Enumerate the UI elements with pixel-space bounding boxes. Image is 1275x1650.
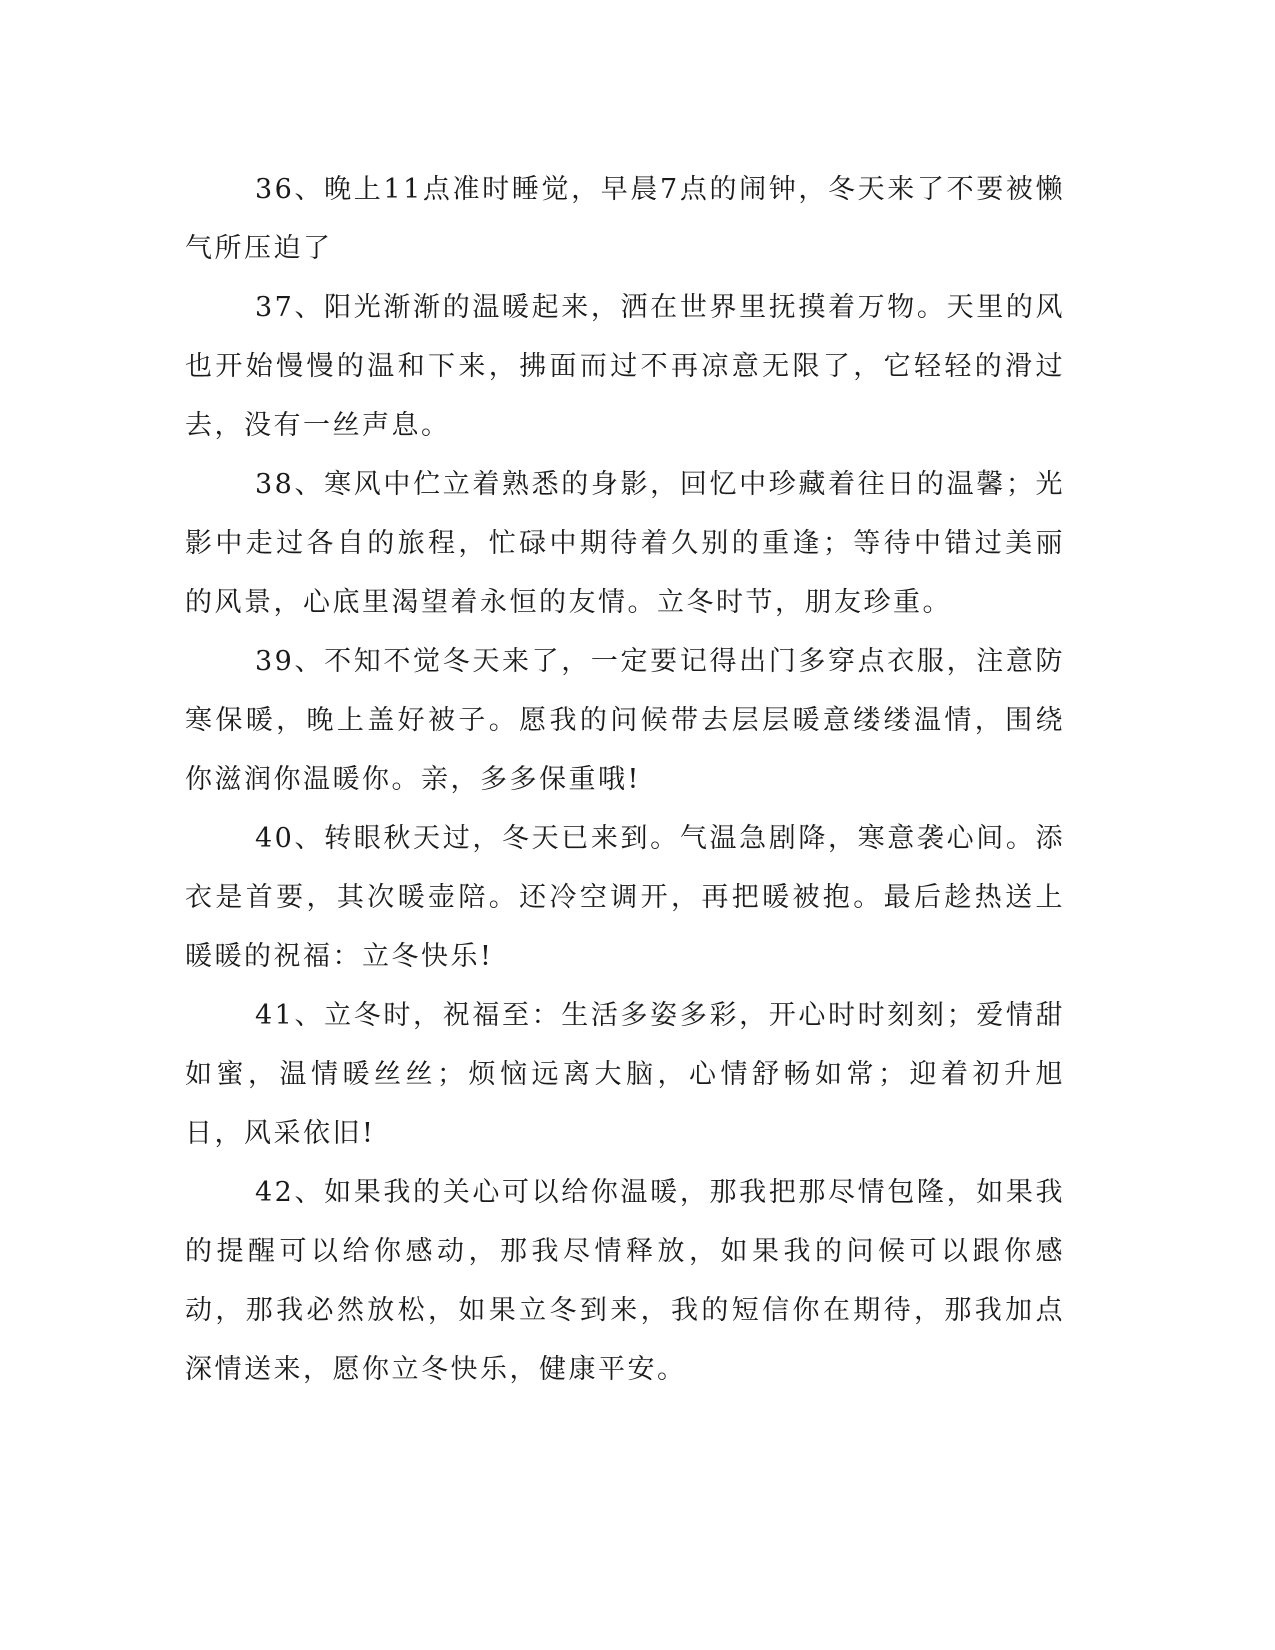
- paragraph-line: 38、寒风中伫立着熟悉的身影，回忆中珍藏着往日的温馨；光影: [185, 469, 1065, 559]
- paragraph-line: 没有一丝声息。: [244, 410, 451, 441]
- paragraph-line: 是首要，其次暖壶陪。还冷空调开，再把暖被抱。最后趁热送上暖暖: [185, 882, 1065, 972]
- paragraph-line: 36、晚上11点准时睡觉，早晨7点的闹钟，冬天来了不要被懒: [255, 174, 1065, 205]
- paragraph-line: 气所压迫了: [185, 233, 333, 264]
- paragraph-line: 42、如果我的关心可以给你温暖，那我把那尽情包隆，如果我的: [185, 1177, 1065, 1267]
- paragraph-39: [185, 632, 1065, 809]
- paragraph-line: 润你温暖你。亲，多多保重哦!: [244, 764, 641, 795]
- paragraph-line: 37、阳光渐渐的温暖起来，洒在世界里抚摸着万物。天里的风也: [185, 292, 1065, 382]
- paragraph-line: 41、立冬时，祝福至：生活多姿多彩，开心时时刻刻；爱情甜如: [185, 1000, 1065, 1090]
- paragraph-37: [185, 278, 1065, 455]
- paragraph-36: [185, 160, 1065, 278]
- paragraph-line: 39、不知不觉冬天来了，一定要记得出门多穿点衣服，注意防寒: [185, 646, 1065, 736]
- paragraph-42: [185, 1163, 1065, 1399]
- paragraph-41: [185, 986, 1065, 1163]
- paragraph-line: 我必然放松，如果立冬到来，我的短信你在期待，那我加点深情送来: [185, 1295, 1065, 1385]
- paragraph-38: [185, 455, 1065, 632]
- paragraph-line: 40、转眼秋天过，冬天已来到。气温急剧降，寒意袭心间。添衣: [185, 823, 1065, 913]
- paragraph-40: [185, 809, 1065, 986]
- paragraph-line: 保暖，晚上盖好被子。愿我的问候带去层层暖意缕缕温情，围绕你滋: [185, 705, 1065, 795]
- paragraph-line: 蜜，温情暖丝丝；烦恼远离大脑，心情舒畅如常；迎着初升旭日，风: [185, 1059, 1065, 1149]
- paragraph-line: 中走过各自的旅程，忙碌中期待着久别的重逢；等待中错过美丽的风: [185, 528, 1065, 618]
- paragraph-line: ，愿你立冬快乐，健康平安。: [303, 1354, 687, 1385]
- paragraph-line: 采依旧!: [273, 1118, 376, 1149]
- paragraph-line: 开始慢慢的温和下来，拂面而过不再凉意无限了，它轻轻的滑过去，: [185, 351, 1065, 441]
- paragraph-line: 提醒可以给你感动，那我尽情释放，如果我的问候可以跟你感动，那: [185, 1236, 1065, 1326]
- paragraph-line: 的祝福：立冬快乐!: [244, 941, 494, 972]
- paragraph-line: 景，心底里渴望着永恒的友情。立冬时节，朋友珍重。: [244, 587, 952, 618]
- document-body: [185, 160, 1065, 1399]
